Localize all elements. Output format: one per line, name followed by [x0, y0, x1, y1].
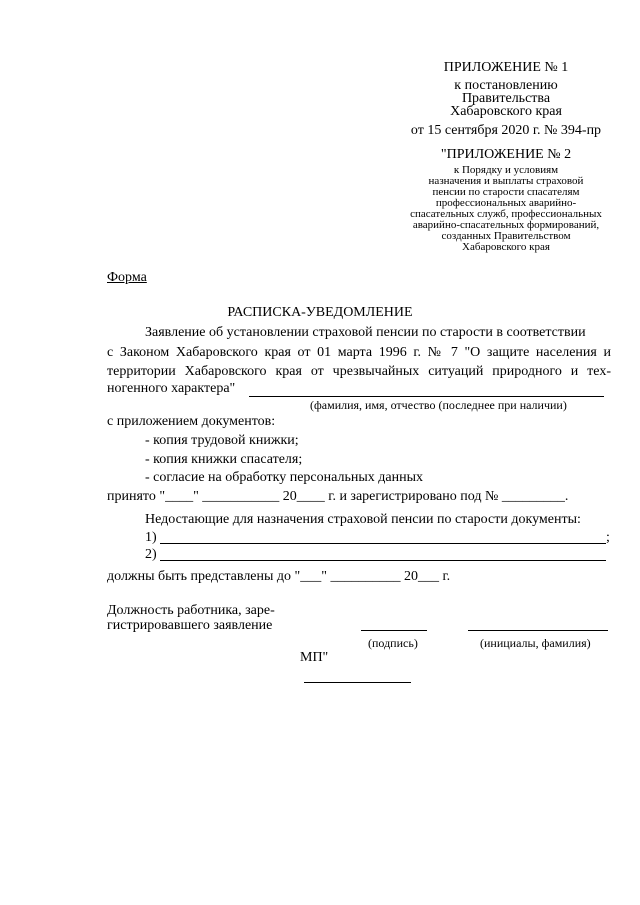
missing-item-2-label: 2) [145, 547, 157, 562]
appendix2-line-1: назначения и выплаты страховой [428, 175, 584, 187]
form-label: Форма [107, 270, 147, 285]
appendix1-title: ПРИЛОЖЕНИЕ № 1 [443, 60, 569, 75]
position-line-2: гистрировавшего заявление [107, 618, 273, 633]
missing-item-1-line[interactable] [160, 543, 606, 544]
stamp-line [304, 682, 411, 683]
name-caption: (инициалы, фамилия) [480, 636, 591, 650]
appendix2-line-7: Хабаровского края [462, 241, 550, 253]
appendix1-date: от 15 сентября 2020 г. № 394-пр [410, 123, 602, 138]
attach-item-2: - согласие на обработку персональных данных [145, 470, 423, 485]
missing-item-1-label: 1) [145, 530, 157, 545]
sign-caption: (подпись) [368, 636, 418, 650]
signature-line[interactable] [361, 630, 427, 631]
body-line-3: территории Хабаровского края от чрезвычайных ситуаций природного и тех- [107, 364, 611, 379]
stamp-label: МП" [300, 650, 329, 665]
body-line-1: Заявление об установлении страховой пенсии по старости в соответствии [145, 325, 586, 340]
appendix2-line-3: профессиональных аварийно- [435, 197, 577, 209]
appendix2-title: "ПРИЛОЖЕНИЕ № 2 [440, 147, 572, 162]
body-line-4: ногенного характера" [107, 381, 236, 396]
appendix2-line-0: к Порядку и условиям [453, 164, 559, 176]
missing-item-1-end: ; [606, 530, 610, 545]
appendix2-line-5: аварийно-спасательных формирований, [412, 219, 600, 231]
appendix1-line1: к постановлению [454, 78, 558, 93]
appendix2-line-4: спасательных служб, профессиональных [410, 208, 602, 220]
position-line-1: Должность работника, заре- [107, 603, 275, 618]
missing-item-2-line[interactable] [160, 560, 606, 561]
attach-item-1: - копия книжки спасателя; [145, 452, 303, 467]
appendix1-line3: Хабаровского края [450, 104, 562, 119]
missing-intro: Недостающие для назначения страховой пенсии по старости документы: [145, 512, 581, 527]
deadline-line: должны быть представлены до "___" __________ 20___ г. [107, 569, 451, 584]
appendix2-line-2: пенсии по старости спасателям [432, 186, 580, 198]
appendix1-line2: Правительства [461, 91, 551, 106]
accepted-line: принято "____" ___________ 20____ г. и зарегистрировано под № _________. [107, 489, 569, 504]
doc-title: РАСПИСКА-УВЕДОМЛЕНИЕ [227, 305, 413, 320]
attach-intro: с приложением документов: [107, 414, 276, 429]
fio-field-line[interactable] [249, 396, 604, 397]
name-line[interactable] [468, 630, 608, 631]
fio-caption: (фамилия, имя, отчество (последнее при наличии) [310, 398, 567, 412]
appendix2-line-6: созданных Правительством [441, 230, 571, 242]
body-line-2: с Законом Хабаровского края от 01 марта 1996 г. № 7 "О защите населения и [107, 345, 611, 360]
attach-item-0: - копия трудовой книжки; [145, 433, 299, 448]
